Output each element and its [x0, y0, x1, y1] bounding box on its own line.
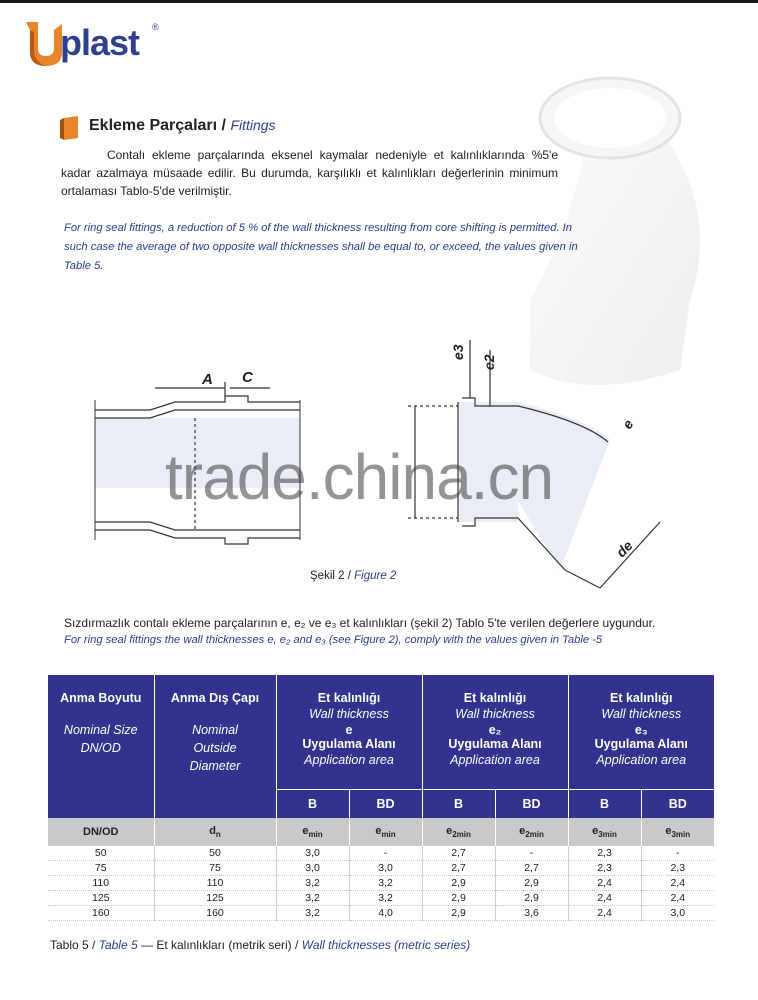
cell: 3,6: [495, 906, 568, 921]
cell: 2,7: [495, 861, 568, 876]
section-bullet-icon: [60, 116, 80, 140]
cell: 3,2: [276, 906, 349, 921]
cell: 2,4: [641, 891, 714, 906]
group-e-app-en: Application area: [304, 753, 394, 767]
symbol-e2-min: [495, 818, 568, 846]
cell: -: [495, 846, 568, 861]
cell: 2,7: [422, 846, 495, 861]
symbol-e2-min: [422, 818, 495, 846]
symbol-sub: min: [381, 830, 396, 840]
symbol-dn-od: DN/OD: [48, 818, 154, 846]
note-en: For ring seal fittings the wall thicknesses e, e₂ and e₃ (see Figure 2), comply with the values given in Table -5: [64, 634, 603, 646]
cell: 110: [48, 876, 154, 891]
label-e2: e2: [481, 354, 497, 370]
cell: 2,9: [422, 876, 495, 891]
table-caption-tr1: Tablo 5: [50, 938, 89, 952]
cell: 2,9: [422, 891, 495, 906]
group-e-symbol: e: [345, 723, 353, 737]
header-group-e2: [422, 675, 568, 790]
cell: 50: [48, 846, 154, 861]
header-group-e: [276, 675, 422, 790]
table-caption-sep2: /: [291, 938, 302, 952]
table-row: [48, 876, 714, 891]
cell: 3,2: [349, 891, 422, 906]
cell: -: [641, 846, 714, 861]
group-e3-app-tr: Uygulama Alanı: [594, 737, 688, 751]
header-outside-diameter-en3: Diameter: [189, 759, 241, 773]
cell: 110: [154, 876, 276, 891]
cell: 125: [48, 891, 154, 906]
label-c: C: [242, 369, 253, 386]
paragraph-tr: [61, 146, 558, 200]
header-nominal-size: [48, 675, 154, 818]
symbol-sub: 2min: [452, 830, 471, 840]
cell: 2,3: [568, 846, 641, 861]
uplast-logo: [24, 18, 164, 74]
group-e2-symbol: e₂: [488, 723, 502, 737]
cell: 3,2: [276, 891, 349, 906]
sub-header-bd: BD: [349, 790, 422, 819]
sub-header-b: B: [276, 790, 349, 819]
cell: 3,0: [641, 906, 714, 921]
header-nominal-size-en: Nominal Size DN/OD: [63, 723, 138, 755]
table-caption-tr2: Et kalınlıkları (metrik seri): [156, 938, 292, 952]
group-e2-en: Wall thickness: [455, 707, 535, 721]
watermark: trade.china.cn: [165, 441, 554, 513]
figure-caption-sep: /: [344, 570, 355, 582]
cell: 2,4: [568, 876, 641, 891]
group-e3-app-en: Application area: [596, 753, 687, 767]
header-outside-diameter-en1: Nominal: [192, 723, 238, 737]
group-e-tr: Et kalınlığı: [317, 691, 381, 705]
cell: 160: [48, 906, 154, 921]
symbol-e-min: [349, 818, 422, 846]
cell: 2,4: [568, 906, 641, 921]
header-outside-diameter-tr: Anma Dış Çapı: [170, 691, 260, 705]
symbol-e3-min: [641, 818, 714, 846]
group-e-en: Wall thickness: [309, 707, 389, 721]
registered-mark: ®: [152, 22, 159, 32]
top-rule: [0, 0, 758, 3]
group-e2-app-en: Application area: [450, 753, 540, 767]
symbol-sub: 3min: [598, 830, 617, 840]
note-tr: Sızdırmazlık contalı ekleme parçalarının e, e₂ ve e₃ et kalınlıkları (şekil 2) Tablo 5'te verilen değerlere uygundur.: [64, 616, 656, 630]
sub-header-bd: BD: [495, 790, 568, 819]
paragraph-en: For ring seal fittings, a reduction of 5 % of the wall thickness resulting from core shifting is permitted. In such case the average of two opposite wall thicknesses shall be equal to, or exceed, the values given in Table 5.: [64, 222, 578, 272]
symbol-base: e: [375, 824, 382, 837]
symbol-base: e: [665, 824, 672, 837]
label-a: A: [202, 371, 213, 388]
cell: 75: [154, 861, 276, 876]
symbol-dn: [154, 818, 276, 846]
cell: 2,9: [495, 891, 568, 906]
cell: 160: [154, 906, 276, 921]
title-separator: /: [217, 117, 231, 134]
cell: 3,0: [276, 861, 349, 876]
wall-thickness-table: [48, 675, 714, 921]
symbol-row: [48, 818, 714, 846]
figure-caption-en: Figure 2: [354, 570, 397, 582]
group-e-app-tr: Uygulama Alanı: [302, 737, 396, 751]
table-row: [48, 891, 714, 906]
cell: 2,3: [641, 861, 714, 876]
cell: 2,4: [568, 891, 641, 906]
cell: 3,0: [349, 861, 422, 876]
cell: 2,9: [422, 906, 495, 921]
symbol-sub: 3min: [671, 830, 691, 840]
cell: 3,2: [276, 876, 349, 891]
cell: 4,0: [349, 906, 422, 921]
table-row: [48, 906, 714, 921]
symbol-dn-sub: n: [215, 830, 221, 840]
table-caption: [50, 938, 470, 952]
cell: 3,2: [349, 876, 422, 891]
group-e3-tr: Et kalınlığı: [609, 691, 673, 705]
symbol-base: e: [446, 824, 453, 837]
figure-caption: [310, 570, 396, 582]
symbol-e-min: [276, 818, 349, 846]
paragraph-tr-text: Contalı ekleme parçalarında eksenel kaymalar nedeniyle et kalınlıklarında %5'e kadar azalmaya müsaade edilir. Bu durumda, karşılıklı et kalınlıkları değerlerinin minimum ortalaması Tablo-5'de verilmiştir.: [61, 148, 558, 198]
sub-header-bd: BD: [641, 790, 714, 819]
sub-header-b: B: [568, 790, 641, 819]
symbol-e3-min: [568, 818, 641, 846]
table-caption-sep: /: [88, 938, 99, 952]
cell: 50: [154, 846, 276, 861]
cell: 2,3: [568, 861, 641, 876]
header-group-e3: [568, 675, 714, 790]
label-e3: e3: [450, 344, 466, 360]
symbol-base: e: [519, 824, 526, 837]
symbol-base: e: [592, 824, 599, 837]
u-mark-icon: [24, 18, 64, 70]
section-title-en: Fittings: [230, 117, 276, 133]
cell: 75: [48, 861, 154, 876]
label-de: de: [612, 537, 636, 561]
cell: 2,4: [641, 876, 714, 891]
label-e: e: [618, 416, 637, 432]
brand-name: plast: [60, 22, 140, 63]
section-title-tr: Ekleme Parçaları: [89, 117, 218, 134]
figure-caption-tr: Şekil 2: [310, 570, 345, 582]
table-row: [48, 846, 714, 861]
group-e3-symbol: e₃: [634, 723, 648, 737]
table-caption-dash: —: [137, 938, 157, 952]
table-caption-en1: Table 5: [98, 938, 138, 952]
cell: 2,9: [495, 876, 568, 891]
table-caption-en2: Wall thicknesses (metric series): [301, 938, 471, 952]
header-outside-diameter: [154, 675, 276, 818]
cell: 2,7: [422, 861, 495, 876]
symbol-sub: min: [308, 830, 323, 840]
symbol-base: e: [302, 824, 309, 837]
group-e2-app-tr: Uygulama Alanı: [448, 737, 542, 751]
symbol-dn-base: d: [209, 824, 216, 837]
cell: -: [349, 846, 422, 861]
cell: 125: [154, 891, 276, 906]
table-row: [48, 861, 714, 876]
group-e3-en: Wall thickness: [601, 707, 682, 721]
section-title: [89, 117, 276, 135]
group-e2-tr: Et kalınlığı: [463, 691, 527, 705]
sub-header-b: B: [422, 790, 495, 819]
cell: 3,0: [276, 846, 349, 861]
header-nominal-size-tr: Anma Boyutu: [60, 691, 142, 705]
symbol-sub: 2min: [525, 830, 544, 840]
header-outside-diameter-en2: Outside: [193, 741, 237, 755]
